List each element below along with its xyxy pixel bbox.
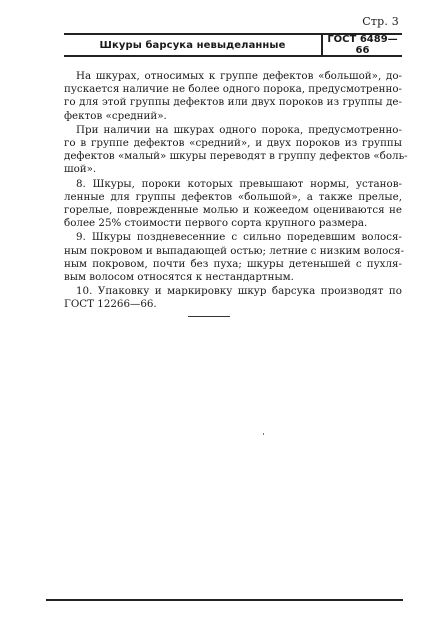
text-line: горелые, поврежденные молью и кожеедом оцениваются не — [64, 204, 402, 217]
text-line: дефектов «малый» шкуры переводят в группу дефектов «боль- — [64, 150, 408, 163]
end-of-text-rule — [188, 316, 230, 317]
text-line: го в группе дефектов «средний», и двух пороков из группы — [64, 137, 402, 150]
text-line: На шкурах, относимых к группе дефектов «большой», до- — [76, 70, 402, 82]
standard-code: ГОСТ 6489—66 — [327, 34, 398, 56]
text-line: пускается наличие не более одного порока, предусмотренно- — [64, 83, 402, 96]
text-line: 10. Упаковку и маркировку шкур барсука производят по — [76, 285, 402, 298]
paragraph-item-10 — [64, 285, 402, 311]
bottom-rule — [46, 599, 403, 601]
text-line: 9. Шкуры поздневесенние с сильно поредевшим волося- — [76, 231, 402, 244]
text-line: го для этой группы дефектов или двух пороков из группы де- — [64, 96, 402, 109]
paragraph-item-9 — [64, 231, 405, 284]
text-line: ленные для группы дефектов «большой», а также прелые, — [64, 190, 402, 203]
text-line: вым волосом относятся к нестандартным. — [64, 271, 294, 284]
text-line: 8. Шкуры, пороки которых превышают нормы, установ- — [76, 177, 402, 190]
text-line: ным покровом, почти без пуха; шкуры детенышей с пухля- — [64, 257, 402, 270]
text-line: При наличии на шкурах одного порока, предусмотренно- — [76, 123, 402, 136]
scan-speck — [263, 433, 264, 435]
body-text — [64, 70, 408, 313]
text-line: более 25% стоимости первого сорта крупного размера. — [64, 217, 368, 230]
text-line: шой». — [64, 163, 97, 176]
running-header — [64, 33, 402, 57]
page-number: Стр. 3 — [362, 15, 399, 28]
paragraph-defect-group-large — [64, 70, 402, 123]
header-title: Шкуры барсука невыделанные — [99, 39, 286, 51]
paragraph-item-8 — [64, 178, 402, 231]
text-line: ным покровом и выпадающей остью; летние с низким волося- — [64, 244, 405, 257]
paragraph-defect-group-transfer — [64, 123, 408, 177]
text-line: ГОСТ 12266—66. — [64, 298, 157, 311]
text-line: фектов «средний». — [64, 109, 167, 122]
